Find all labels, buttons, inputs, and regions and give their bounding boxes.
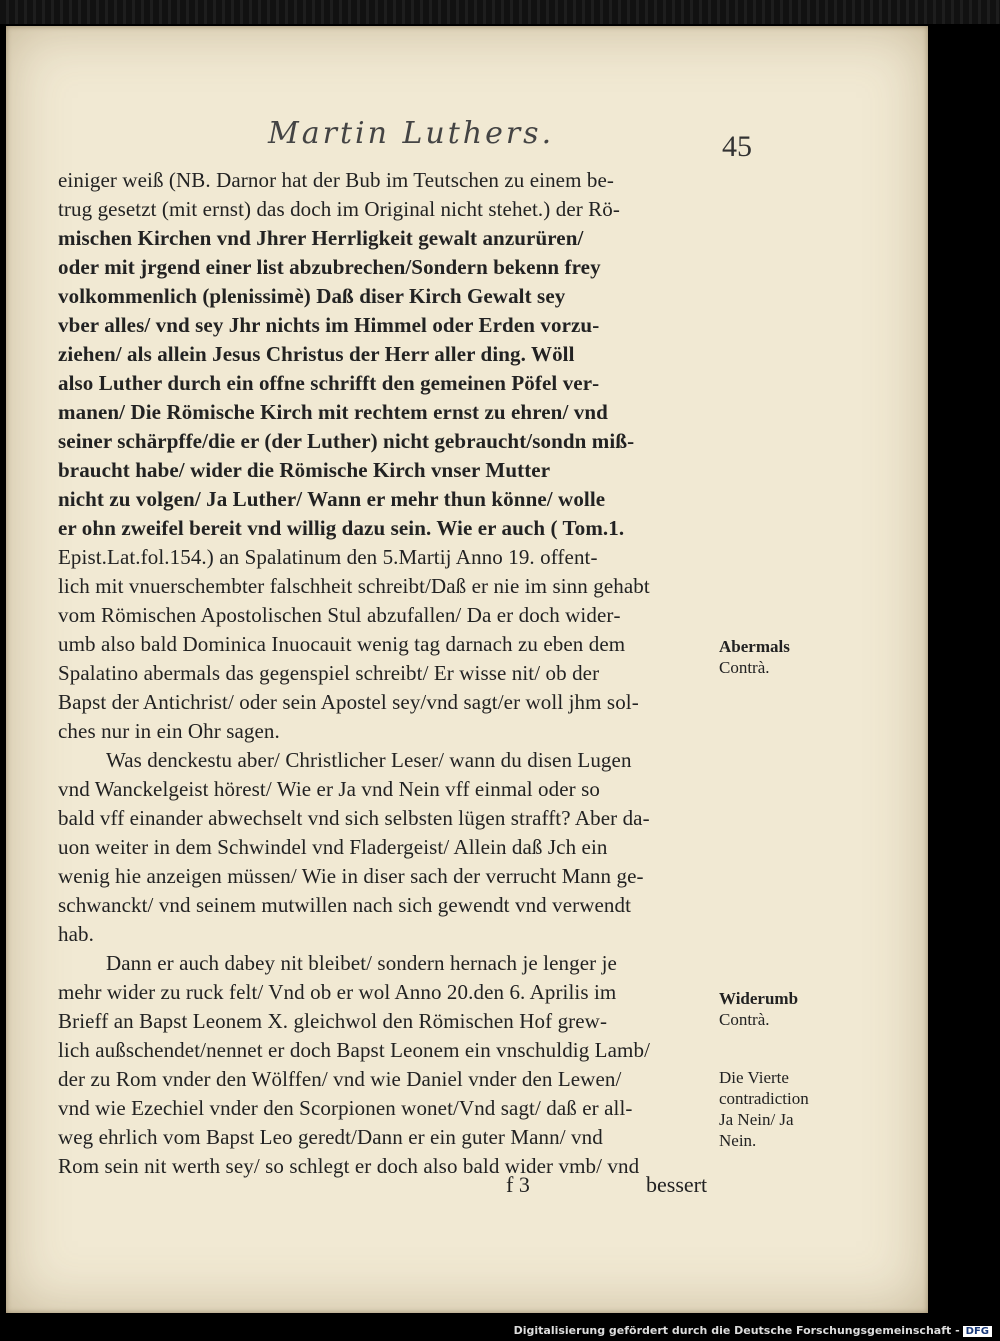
book-page — [6, 26, 928, 1313]
text-line: der zu Rom vnder den Wölffen/ vnd wie Daniel vnder den Lewen/ — [58, 1067, 622, 1091]
catchword: bessert — [646, 1172, 708, 1197]
text-line: uon weiter in dem Schwindel vnd Fladergeist/ Allein daß Jch ein — [58, 835, 608, 859]
text-line: nicht zu volgen/ Ja Luther/ Wann er mehr thun könne/ wolle — [58, 487, 606, 511]
margin-note-vierte — [719, 1067, 809, 1151]
text-line: ches nur in ein Ohr sagen. — [58, 719, 280, 743]
text-line: Was denckestu aber/ Christlicher Leser/ wann du disen Lugen — [106, 748, 632, 772]
text-line: Brieff an Bapst Leonem X. gleichwol den Römischen Hof grew‑ — [58, 1009, 608, 1033]
text-line: trug gesetzt (mit ernst) das doch im Original nicht stehet.) der Rö‑ — [58, 197, 620, 221]
text-line: ziehen/ als allein Jesus Christus der Herr aller ding. Wöll — [58, 342, 575, 366]
text-line: lich mit vnuerschembter falschheit schreibt/Daß er nie im sinn gehabt — [58, 574, 650, 598]
text-line: seiner schärpffe/die er (der Luther) nicht gebraucht/sondn miß‑ — [58, 429, 635, 453]
text-line: bald vff einander abwechselt vnd sich selbsten lügen strafft? Aber da‑ — [58, 806, 650, 830]
page-number: 45 — [722, 130, 752, 163]
text-line: manen/ Die Römische Kirch mit rechtem ernst zu ehren/ vnd — [58, 400, 608, 424]
margin-note-line: Abermals — [719, 637, 790, 656]
margin-note-line: Nein. — [719, 1131, 757, 1150]
text-line: Dann er auch dabey nit bleibet/ sondern hernach je lenger je — [106, 951, 617, 975]
credit-text: Digitalisierung gefördert durch die Deutsche Forschungsgemeinschaft - — [513, 1324, 960, 1337]
text-line: hab. — [58, 922, 94, 946]
text-line: braucht habe/ wider die Römische Kirch vnser Mutter — [58, 458, 551, 482]
signature-mark: f 3 — [506, 1172, 530, 1197]
text-line: weg ehrlich vom Bapst Leo geredt/Dann er ein guter Mann/ vnd — [58, 1125, 603, 1149]
text-line: mischen Kirchen vnd Jhrer Herrligkeit gewalt anzurüren/ — [58, 226, 584, 250]
text-line: Spalatino abermals das gegenspiel schreibt/ Er wisse nit/ ob der — [58, 661, 600, 685]
text-line: Rom sein nit werth sey/ so schlegt er doch also bald wider vmb/ vnd — [58, 1154, 640, 1178]
text-line: einiger weiß (NB. Darnor hat der Bub im Teutschen zu einem be‑ — [58, 168, 615, 192]
margin-note-abermals — [719, 636, 790, 678]
running-title: Martin Luthers. — [268, 116, 555, 151]
text-line: oder mit jrgend einer list abzubrechen/Sondern bekenn frey — [58, 255, 601, 279]
margin-note-line: Ja Nein/ Ja — [719, 1110, 794, 1129]
digitization-credit — [514, 1324, 992, 1337]
margin-note-line: Contrà. — [719, 658, 770, 677]
text-line: vnd Wanckelgeist hörest/ Wie er Ja vnd Nein vff einmal oder so — [58, 777, 600, 801]
text-line: er ohn zweifel bereit vnd willig dazu sein. Wie er auch ( Tom.1. — [58, 516, 625, 540]
margin-note-line: Contrà. — [719, 1010, 770, 1029]
margin-note-line: contradiction — [719, 1089, 809, 1108]
text-line: vom Römischen Apostolischen Stul abzufallen/ Da er doch wider‑ — [58, 603, 621, 627]
body-text — [58, 166, 718, 1181]
text-line: umb also bald Dominica Inuocauit wenig tag darnach zu eben dem — [58, 632, 626, 656]
scan-top-strip — [0, 0, 1000, 24]
text-line: Epist.Lat.fol.154.) an Spalatinum den 5.Martij Anno 19. offent‑ — [58, 545, 598, 569]
dfg-logo: DFG — [963, 1326, 992, 1337]
margin-note-line: Widerumb — [719, 989, 799, 1008]
text-line: Bapst der Antichrist/ oder sein Apostel sey/vnd sagt/er woll jhm sol‑ — [58, 690, 639, 714]
text-line: vber alles/ vnd sey Jhr nichts im Himmel oder Erden vorzu‑ — [58, 313, 600, 337]
text-line: mehr wider zu ruck felt/ Vnd ob er wol Anno 20.den 6. Aprilis im — [58, 980, 617, 1004]
text-line: schwanckt/ vnd seinem mutwillen nach sich gewendt vnd verwendt — [58, 893, 632, 917]
text-line: vnd wie Ezechiel vnder den Scorpionen wonet/Vnd sagt/ daß er all‑ — [58, 1096, 633, 1120]
margin-note-line: Die Vierte — [719, 1068, 789, 1087]
text-line: wenig hie anzeigen müssen/ Wie in diser sach der verrucht Mann ge‑ — [58, 864, 644, 888]
text-line: volkommenlich (plenissimè) Daß diser Kirch Gewalt sey — [58, 284, 566, 308]
margin-note-widerumb — [719, 988, 798, 1030]
text-line: also Luther durch ein offne schrifft den gemeinen Pöfel ver‑ — [58, 371, 600, 395]
text-line: lich außschendet/nennet er doch Bapst Leonem ein vnschuldig Lamb/ — [58, 1038, 650, 1062]
